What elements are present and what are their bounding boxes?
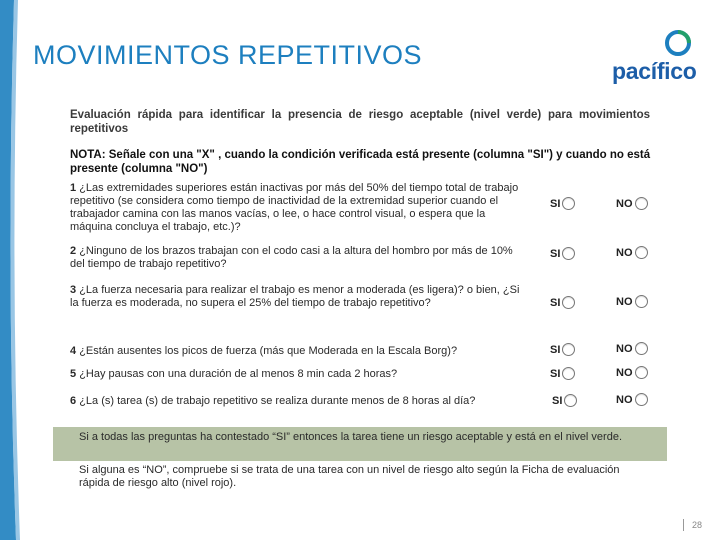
question-text: ¿La (s) tarea (s) de trabajo repetitivo se realiza durante menos de 8 horas al día? bbox=[79, 395, 476, 407]
q5-yes-option[interactable] bbox=[550, 367, 575, 380]
q4-no-radio-icon[interactable] bbox=[635, 342, 648, 355]
page-number-divider bbox=[683, 519, 684, 531]
q1-yes-option[interactable] bbox=[550, 197, 575, 210]
q6-yes-option[interactable] bbox=[552, 394, 577, 407]
question-number: 2 bbox=[70, 245, 77, 257]
intro-text: Evaluación rápida para identificar la presencia de riesgo aceptable (nivel verde) para movimientos repetitivos bbox=[70, 109, 650, 135]
question-text: ¿Están ausentes los picos de fuerza (más que Moderada en la Escala Borg)? bbox=[79, 345, 458, 357]
q6-no-option[interactable] bbox=[616, 393, 648, 406]
q3-yes-option[interactable] bbox=[550, 296, 575, 309]
question-number: 3 bbox=[70, 284, 77, 296]
instruction-note: NOTA: Señale con una "X" , cuando la condición verificada está presente (columna "SI") y cuando no está presente (columna "NO") bbox=[70, 149, 651, 175]
q3-yes-radio-icon[interactable] bbox=[562, 296, 575, 309]
q4-no-option[interactable] bbox=[616, 342, 648, 355]
question-number: 5 bbox=[70, 368, 77, 380]
q4-yes-option[interactable] bbox=[550, 343, 575, 356]
no-label: NO bbox=[616, 295, 633, 308]
yes-label: SI bbox=[550, 197, 561, 210]
q2-no-option[interactable] bbox=[616, 246, 648, 259]
page-number: 28 bbox=[692, 520, 703, 530]
question-1 bbox=[70, 182, 530, 234]
q3-no-option[interactable] bbox=[616, 295, 648, 308]
no-label: NO bbox=[616, 342, 633, 355]
summary-no-text: Si alguna es “NO”, compruebe si se trata de una tarea con un nivel de riesgo alto según la Ficha de evaluación rápida de riesgo alto (nivel rojo). bbox=[79, 464, 620, 489]
left-accent-stripe bbox=[0, 0, 22, 540]
q5-yes-radio-icon[interactable] bbox=[562, 367, 575, 380]
pacifico-logo bbox=[608, 28, 697, 86]
q2-yes-option[interactable] bbox=[550, 247, 575, 260]
q5-no-option[interactable] bbox=[616, 366, 648, 379]
question-number: 6 bbox=[70, 395, 77, 407]
slide-title: MOVIMIENTOS REPETITIVOS bbox=[33, 40, 423, 70]
q5-no-radio-icon[interactable] bbox=[635, 366, 648, 379]
question-4 bbox=[70, 345, 530, 358]
logo-text: pacífico bbox=[612, 58, 697, 84]
question-5 bbox=[70, 368, 530, 381]
q1-no-option[interactable] bbox=[616, 197, 648, 210]
q2-no-radio-icon[interactable] bbox=[635, 246, 648, 259]
q3-no-radio-icon[interactable] bbox=[635, 295, 648, 308]
q2-yes-radio-icon[interactable] bbox=[562, 247, 575, 260]
no-label: NO bbox=[616, 246, 633, 259]
question-text: ¿La fuerza necesaria para realizar el trabajo es menor a moderada (es ligera)? o bien, ¿Si la fuerza es moderada, no supera el 25% del tiempo de trabajo repetitivo? bbox=[70, 284, 520, 309]
question-text: ¿Hay pausas con una duración de al menos 8 min cada 2 horas? bbox=[79, 368, 398, 380]
yes-label: SI bbox=[552, 394, 563, 407]
yes-label: SI bbox=[550, 367, 561, 380]
question-number: 4 bbox=[70, 345, 77, 357]
q4-yes-radio-icon[interactable] bbox=[562, 343, 575, 356]
question-6 bbox=[70, 395, 530, 408]
question-text: ¿Ninguno de los brazos trabajan con el codo casi a la altura del hombro por más de 10% del tiempo de trabajo repetitivo? bbox=[70, 245, 513, 270]
summary-yes-text: Si a todas las preguntas ha contestado “SI” entonces la tarea tiene un riesgo aceptable y está en el nivel verde. bbox=[79, 431, 623, 443]
q1-yes-radio-icon[interactable] bbox=[562, 197, 575, 210]
no-label: NO bbox=[616, 197, 633, 210]
question-number: 1 bbox=[70, 182, 77, 194]
yes-label: SI bbox=[550, 343, 561, 356]
q6-no-radio-icon[interactable] bbox=[635, 393, 648, 406]
question-2 bbox=[70, 245, 530, 271]
no-label: NO bbox=[616, 393, 633, 406]
q1-no-radio-icon[interactable] bbox=[635, 197, 648, 210]
no-label: NO bbox=[616, 366, 633, 379]
question-text: ¿Las extremidades superiores están inactivas por más del 50% del tiempo total de trabajo repetitivo (se considera como tiempo de inactividad de la extremidad superior cuando el trabajador camina con las manos vacías, o lee, o hace control visual, o espera que la máquina concluya el trabajo, etc.)? bbox=[70, 182, 519, 233]
yes-label: SI bbox=[550, 296, 561, 309]
q6-yes-radio-icon[interactable] bbox=[564, 394, 577, 407]
yes-label: SI bbox=[550, 247, 561, 260]
logo-mark-icon bbox=[665, 30, 691, 56]
question-3 bbox=[70, 284, 530, 310]
